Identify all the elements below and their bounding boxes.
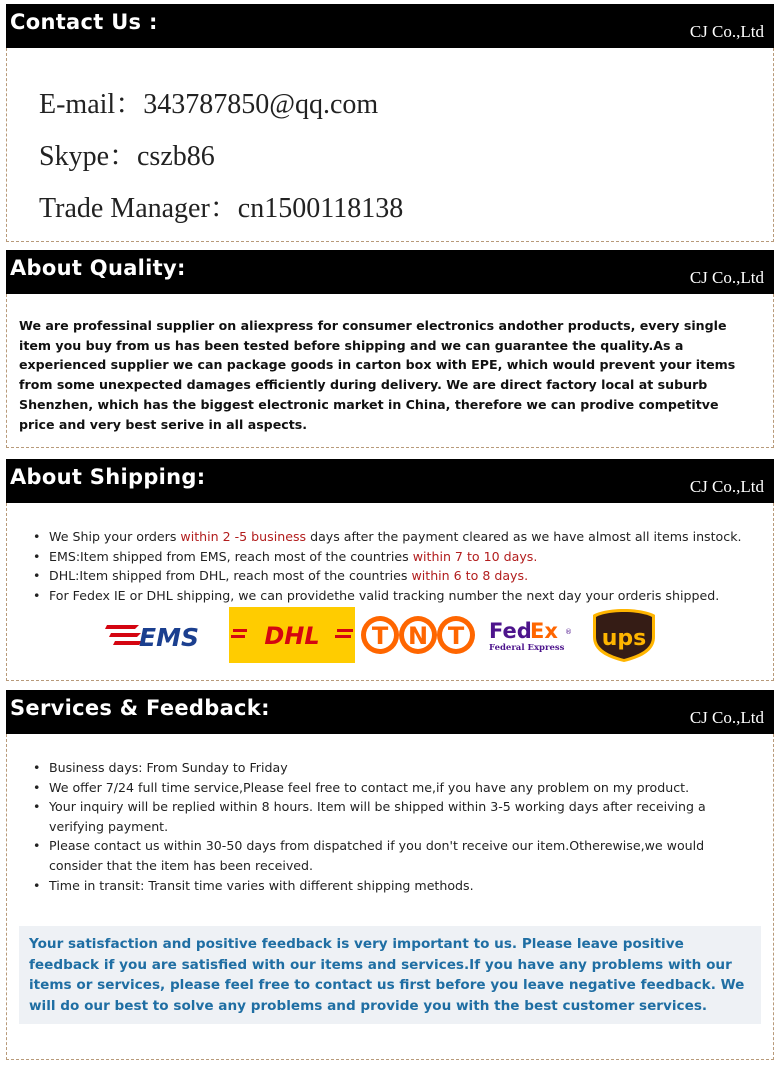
ups-logo-text: ups <box>601 626 647 651</box>
skype-line: Skype：cszb86 <box>39 141 215 172</box>
contact-title: Contact Us : <box>10 10 158 34</box>
brand-label: CJ Co.,Ltd <box>689 708 764 727</box>
quality-header <box>6 250 774 294</box>
quality-text: We are professinal supplier on aliexpress for consumer electronics andother products, every single item you buy from us has been tested before shipping and we can guarantee the quality.As a experienced supplier we can package goods in carton box with EPE, which would prevent your items from some unexpected damages efficiently during delivery. We are direct factory local at suburb Shenzhen, which has the biggest electronic market in China, therefore we can prodive competitve price and very best serive in all aspects. <box>19 318 736 432</box>
shipping-body <box>6 503 774 681</box>
shipping-header <box>6 459 774 503</box>
svg-text:®: ® <box>565 628 572 636</box>
list-item: • For Fedex IE or DHL shipping, we can providethe valid tracking number the next day your orderis shipped. <box>33 587 720 603</box>
list-item: • We Ship your orders within 2 -5 business days after the payment cleared as we have almost all items instock. <box>33 529 742 544</box>
feedback-notice: Your satisfaction and positive feedback is very important to us. Please leave positive feedback if you are satisfied with our items and services.If you have any problems with our items or services, please feel free to contact us first before you leave negative feedback. We will do our best to solve any problems and provide you with the best customer services. <box>19 926 761 1024</box>
quality-body <box>6 294 774 448</box>
shipping-title: About Shipping: <box>10 465 206 489</box>
contact-body <box>6 48 774 242</box>
services-body <box>6 734 774 1060</box>
shipping-section <box>6 459 774 681</box>
fedex-ex-text: Ex <box>530 619 558 643</box>
list-item: • Your inquiry will be replied within 8 hours. Item will be shipped within 3-5 working days after receiving a verifying payment. <box>33 799 706 834</box>
email-line: E-mail：343787850@qq.com <box>39 89 379 120</box>
tnt-letter-t1: T <box>371 622 389 650</box>
fedex-fed-text: Fed <box>489 619 532 643</box>
quality-title: About Quality: <box>10 256 186 280</box>
services-header <box>6 690 774 734</box>
list-item: • Time in transit: Transit time varies with different shipping methods. <box>33 877 474 893</box>
brand-label: CJ Co.,Ltd <box>689 477 764 496</box>
ems-logo-text: EMS <box>139 623 199 652</box>
ems-logo <box>105 607 217 663</box>
tnt-letter-t2: T <box>447 622 465 650</box>
contact-section <box>6 4 774 242</box>
fedex-logo <box>485 607 581 663</box>
list-item: • We offer 7/24 full time service,Please feel free to contact me,if you have any problem on my product. <box>33 779 690 795</box>
carrier-logos <box>105 607 665 663</box>
services-section <box>6 690 774 1060</box>
brand-label: CJ Co.,Ltd <box>689 268 764 287</box>
trade-manager-line: Trade Manager：cn1500118138 <box>39 193 404 224</box>
list-item: • DHL:Item shipped from DHL, reach most of the countries within 6 to 8 days. <box>33 568 529 584</box>
dhl-logo <box>229 607 355 663</box>
quality-section <box>6 250 774 448</box>
tnt-letter-n: N <box>407 622 429 650</box>
fedex-sub-text: Federal Express <box>489 643 565 653</box>
services-list <box>33 758 733 895</box>
list-item: • Please contact us within 30-50 days from dispatched if you don't receive our item.Otherewise,we would consider that the item has been received. <box>33 838 705 873</box>
brand-label: CJ Co.,Ltd <box>689 22 764 41</box>
ups-logo <box>589 607 659 663</box>
list-item: • Business days: From Sunday to Friday <box>33 760 288 775</box>
contact-header <box>6 4 774 48</box>
shipping-list <box>33 527 753 605</box>
services-title: Services & Feedback: <box>10 696 270 720</box>
dhl-logo-text: DHL <box>264 622 320 650</box>
tnt-logo <box>359 607 479 663</box>
list-item: • EMS:Item shipped from EMS, reach most of the countries within 7 to 10 days. <box>33 548 538 564</box>
